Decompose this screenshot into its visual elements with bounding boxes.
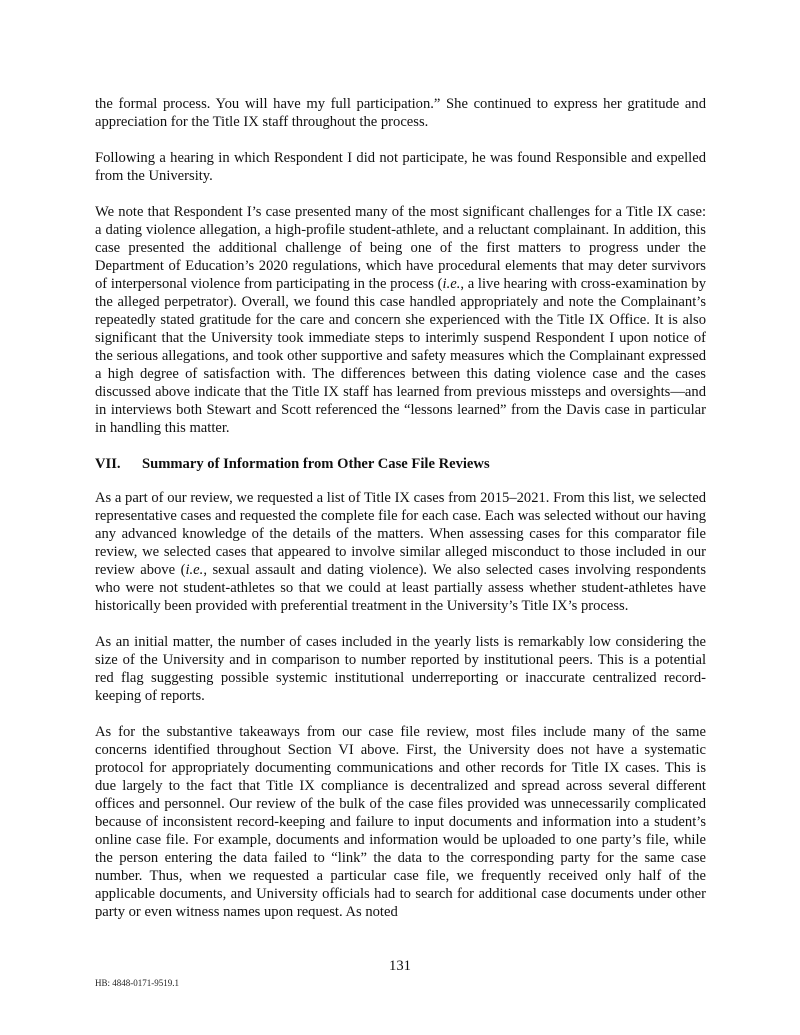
paragraph-text: We note that Respondent I’s case presented many of the most significant challenges for a Title IX case: a dating violence allegation, a high-profile student-athlete, and a reluctant complainant. In addition, this case presented the additional challenge of being one of the first matters to progress under the Department of Education’s 2020 regulations, which have procedural elements that may deter survivors of interpersonal violence from participating in the process (: [95, 204, 706, 292]
italic-ie: i.e.: [185, 562, 204, 578]
paragraph-review-method: [95, 489, 706, 615]
paragraph-initial-matter: As an initial matter, the number of cases included in the yearly lists is remarkably low considering the size of the University and in comparison to number reported by institutional peers. This is a potential red flag suggesting possible systemic institutional underreporting or inaccurate centralized record-keeping of reports.: [95, 634, 706, 704]
paragraph-hearing-outcome: Following a hearing in which Respondent I did not participate, he was found Responsible and expelled from the University.: [95, 150, 706, 184]
paragraph-text: As a part of our review, we requested a list of Title IX cases from 2015–2021. From this list, we selected representative cases and requested the complete file for each case. Each was selected without our having any advanced knowledge of the details of the matters. When assessing cases for this comparator file review, we selected cases that appeared to involve similar alleged misconduct to those included in our review above (: [95, 490, 706, 578]
paragraph-text: , sexual assault and dating violence). We also selected cases involving respondents who were not student-athletes so that we could at least partially assess whether student-athletes have historically been provided with preferential treatment in the University’s Title IX’s process.: [95, 562, 706, 614]
paragraph-substantive-takeaways: As for the substantive takeaways from our case file review, most files include many of the same concerns identified throughout Section VI above. First, the University does not have a systematic protocol for appropriately documenting communications and other records for Title IX cases. This is due largely to the fact that Title IX compliance is decentralized and spread across several different offices and personnel. Our review of the bulk of the case files provided was unnecessarily complicated because of inconsistent record-keeping and failure to input documents and information into a student’s online case file. For example, documents and information would be uploaded to one party’s file, while the person entering the data failed to “link” the data to the corresponding party for the same case number. Thus, when we requested a particular case file, we frequently received only half of the applicable documents, and University officials had to search for additional case documents under other party or even witness names upon request. As noted: [95, 724, 706, 920]
document-page: [95, 95, 706, 939]
paragraph-continuation: the formal process. You will have my full participation.” She continued to express her gratitude and appreciation for the Title IX staff throughout the process.: [95, 96, 706, 130]
page-number: 131: [389, 958, 411, 974]
footer-document-id: HB: 4848-0171-9519.1: [95, 978, 179, 988]
section-number: VII.: [95, 456, 121, 472]
italic-ie: i.e.: [442, 276, 461, 292]
paragraph-text: , a live hearing with cross-examination by the alleged perpetrator). Overall, we found this case handled appropriately and note the Complainant’s repeatedly stated gratitude for the care and concern she experienced with the Title IX Office. It is also significant that the University took immediate steps to interimly suspend Respondent I upon notice of the serious allegations, and took other supportive and safety measures which the Complainant expressed a high degree of satisfaction with. The differences between this dating violence case and the cases discussed above indicate that the Title IX staff has learned from previous missteps and oversights—and in interviews both Stewart and Scott referenced the “lessons learned” from the Davis case in particular in handling this matter.: [95, 276, 707, 436]
paragraph-respondent-analysis: [95, 203, 706, 437]
section-title: Summary of Information from Other Case File Reviews: [142, 456, 490, 472]
section-heading: [95, 455, 706, 473]
